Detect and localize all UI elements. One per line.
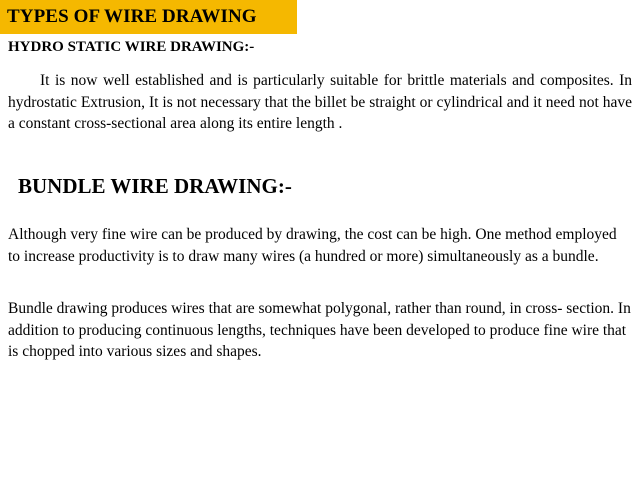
slide-title: TYPES OF WIRE DRAWING	[7, 6, 257, 27]
bundle-paragraph-2: Bundle drawing produces wires that are somewhat polygonal, rather than round, in cross- section. In addition to producing continuous lengths, techniques have been developed to produce fine wire that is chopped into various sizes and shapes.	[8, 300, 631, 360]
slide-title-banner	[0, 0, 297, 34]
bundle-paragraph-1: Although very fine wire can be produced by drawing, the cost can be high. One method employed to increase productivity is to draw many wires (a hundred or more) simultaneously as a bundle.	[8, 226, 617, 265]
hydro-static-paragraph: It is now well established and is particularly suitable for brittle materials and composites. In hydrostatic Extrusion, It is not necessary that the billet be straight or cylindrical and it need not have a constant cross-sectional area along its entire length .	[8, 72, 632, 132]
hydro-static-heading: HYDRO STATIC WIRE DRAWING:-	[8, 39, 255, 55]
bundle-wire-heading: BUNDLE WIRE DRAWING:-	[18, 174, 292, 198]
